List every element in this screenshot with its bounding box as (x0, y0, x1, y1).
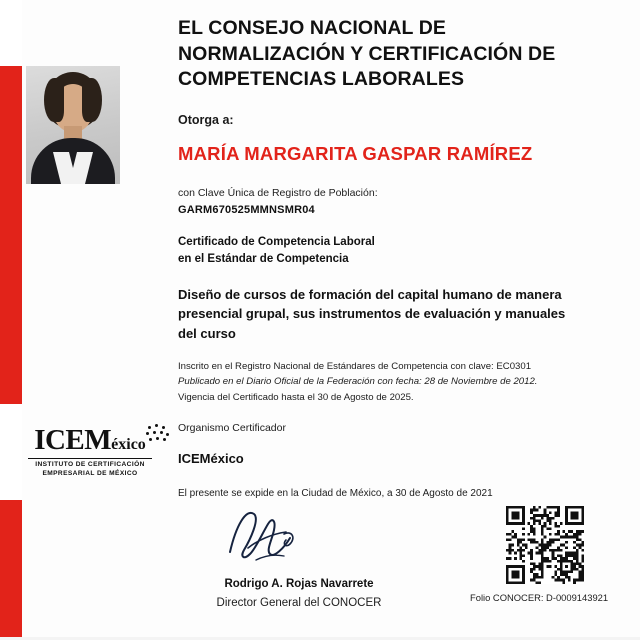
left-band-top-gap (0, 0, 22, 66)
left-red-band (0, 0, 22, 640)
holder-photo (26, 66, 120, 184)
icem-wordmark (34, 424, 146, 457)
signer-role: Director General del CONOCER (216, 597, 382, 609)
curp-label: con Clave Única de Registro de Población: (178, 187, 378, 200)
organism-value: ICEMéxico (178, 451, 244, 467)
photo-hair-left (44, 78, 64, 122)
certificate-body (178, 0, 626, 499)
icem-main-text: ICEM (34, 424, 112, 456)
signature-strokes (196, 500, 396, 572)
registry-block (178, 359, 626, 405)
certificate-line-2: en el Estándar de Competencia (178, 252, 349, 265)
icem-dots-icon (146, 424, 170, 444)
qr-code (506, 506, 584, 584)
icem-subtitle-2: EMPRESARIAL DE MÉXICO (42, 470, 138, 478)
holder-name: MARÍA MARGARITA GASPAR RAMÍREZ (178, 143, 533, 165)
icem-subtitle-1: INSTITUTO DE CERTIFICACIÓN (35, 461, 145, 469)
certificate-type (178, 234, 626, 267)
photo-hair-right (82, 78, 102, 122)
issue-line: El presente se expide en la Ciudad de México, a 30 de Agosto de 2021 (178, 488, 493, 500)
organism-label: Organismo Certificador (178, 422, 286, 435)
signer-name: Rodrigo A. Rojas Navarrete (224, 578, 374, 590)
standard-title: Diseño de cursos de formación del capital humano de manera presencial grupal, sus instrumentos de evaluación y manuales del curso (178, 286, 566, 341)
registry-line-2: Publicado en el Diario Oficial de la Federación con fecha: 28 de Noviembre de 2012. (178, 376, 538, 388)
folio-number: Folio CONOCER: D-0009143921 (470, 592, 609, 603)
icem-suffix-text: éxico (111, 436, 146, 453)
qr-code-graphic (506, 506, 584, 584)
certificate-line-1: Certificado de Competencia Laboral (178, 236, 375, 249)
grants-label: Otorga a: (178, 113, 234, 128)
signature-image (196, 500, 396, 572)
curp-value: GARM670525MMNSMR04 (178, 204, 315, 217)
page-title: EL CONSEJO NACIONAL DE NORMALIZACIÓN Y CERTIFICACIÓN DE COMPETENCIAS LABORALES (178, 17, 556, 91)
left-band-logo-gap (0, 404, 22, 500)
registry-line-3: Vigencia del Certificado hasta el 30 de Agosto de 2025. (178, 391, 414, 403)
icem-divider (28, 458, 152, 459)
icem-logo (20, 424, 160, 479)
registry-line-1: Inscrito en el Registro Nacional de Estándares de Competencia con clave: EC0301 (178, 361, 532, 373)
